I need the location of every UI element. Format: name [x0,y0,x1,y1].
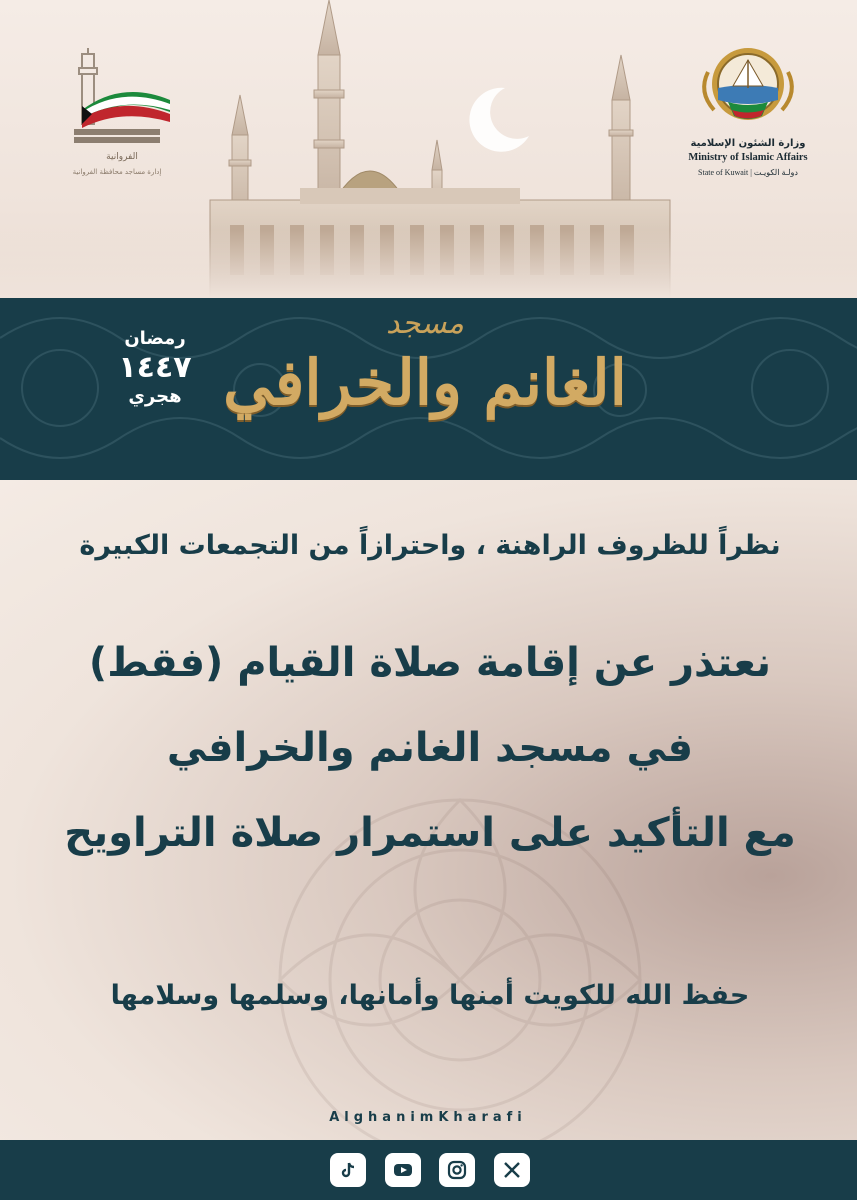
region-word: الفروانية [106,152,138,162]
date-year: ١٤٤٧ [118,350,192,385]
tiktok-icon[interactable] [330,1153,366,1187]
masjid-word: مسجد [386,306,464,341]
notice-location: في مسجد الغانم والخرافي [166,725,694,771]
instagram-icon[interactable] [439,1153,475,1187]
ministry-logo [678,40,818,190]
state-of-kuwait: State of Kuwait | دولـة الكويـت [698,168,798,177]
title-band [0,298,857,480]
mosques-department-logo [52,40,182,180]
youtube-icon[interactable] [385,1153,421,1187]
department-caption: إدارة مساجد محافظة الفروانية [72,168,162,176]
mosque-name-title: الغانم والخرافي [223,346,627,419]
social-handle: AlghanimKharafi [329,1110,527,1125]
mosque-logo-icon [52,40,182,152]
notice-intro: نظراً للظروف الراهنة ، واحترازاً من التجمعات الكبيرة [79,530,781,561]
notice-apology: نعتذر عن إقامة صلاة القيام (فقط) [88,640,772,686]
announcement-body [0,480,857,1140]
social-icons [330,1153,530,1187]
hijri-date [100,328,210,408]
notice-taraweeh: مع التأكيد على استمرار صلاة التراويح [64,810,796,856]
date-era: هجري [128,386,182,407]
date-month: رمضان [124,328,186,349]
closing-prayer: حفظ الله للكويت أمنها وأمانها، وسلمها وسلامها [110,980,750,1011]
ministry-arabic-name: وزارة الشئون الإسلامية [690,138,806,149]
footer [0,1140,857,1200]
header [0,0,857,298]
kuwait-emblem-icon [678,40,818,136]
x-icon[interactable] [494,1153,530,1187]
ministry-english-name: Ministry of Islamic Affairs [688,152,808,163]
decorative-rosette [260,750,857,1140]
